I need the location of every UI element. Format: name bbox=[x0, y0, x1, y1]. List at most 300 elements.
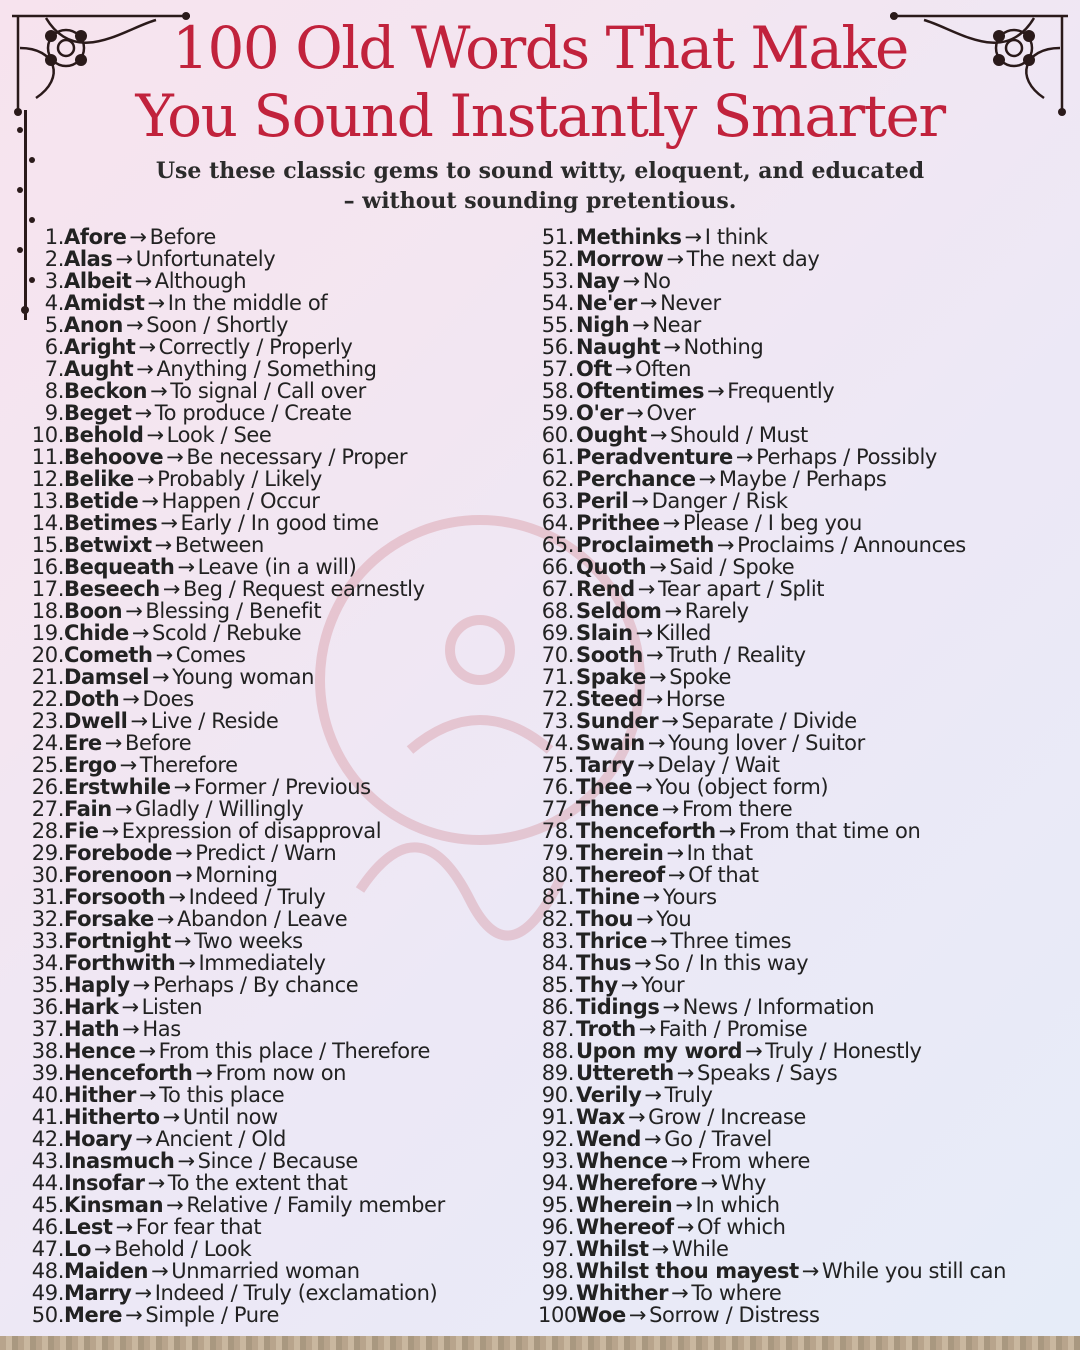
word-entry bbox=[24, 490, 534, 512]
entry-meaning: Sorrow / Distress bbox=[649, 1303, 820, 1327]
arrow-icon: → bbox=[662, 995, 680, 1019]
entry-meaning: Horse bbox=[665, 687, 726, 711]
word-entry bbox=[24, 1260, 534, 1282]
entry-meaning: No bbox=[642, 269, 671, 293]
arrow-icon: → bbox=[147, 1171, 165, 1195]
entry-word: Tarry bbox=[576, 753, 635, 777]
entry-word: Ne'er bbox=[576, 291, 637, 315]
entry-number: 87. bbox=[541, 1017, 574, 1041]
entry-number: 49. bbox=[31, 1281, 64, 1305]
entry-number: 88. bbox=[541, 1039, 574, 1063]
entry-word: Slain bbox=[576, 621, 633, 645]
word-entry bbox=[24, 930, 534, 952]
arrow-icon: → bbox=[166, 1193, 184, 1217]
entry-word: Lest bbox=[64, 1215, 113, 1239]
entry-number: 7. bbox=[44, 357, 64, 381]
entry-number: 22. bbox=[31, 687, 64, 711]
entry-word: Thee bbox=[576, 775, 633, 799]
arrow-icon: → bbox=[115, 1215, 133, 1239]
entry-number: 48. bbox=[31, 1259, 64, 1283]
entry-word: Betide bbox=[64, 489, 139, 513]
word-entry bbox=[24, 1304, 534, 1326]
entry-word: Wherein bbox=[576, 1193, 673, 1217]
word-entry bbox=[24, 644, 534, 666]
word-entry bbox=[24, 776, 534, 798]
entry-word: Betwixt bbox=[64, 533, 152, 557]
arrow-icon: → bbox=[626, 401, 644, 425]
entry-number: 25. bbox=[31, 753, 64, 777]
entry-meaning: Happen / Occur bbox=[161, 489, 320, 513]
arrow-icon: → bbox=[637, 753, 655, 777]
word-entry bbox=[538, 1150, 1074, 1172]
entry-meaning: Perhaps / By chance bbox=[152, 973, 359, 997]
entry-number: 51. bbox=[541, 225, 574, 249]
entry-meaning: Anything / Something bbox=[156, 357, 377, 381]
arrow-icon: → bbox=[162, 577, 181, 601]
entry-meaning: Beg / Request earnestly bbox=[183, 577, 425, 601]
entry-number: 18. bbox=[31, 599, 64, 623]
word-entry bbox=[24, 248, 534, 270]
entry-number: 63. bbox=[541, 489, 574, 513]
entry-meaning: To the extent that bbox=[167, 1171, 348, 1195]
entry-word: Nay bbox=[576, 269, 620, 293]
entry-meaning: Early / In good time bbox=[180, 511, 379, 535]
title-line-2: You Sound Instantly Smarter bbox=[135, 82, 945, 150]
entry-number: 85. bbox=[541, 973, 574, 997]
word-entry bbox=[24, 468, 534, 490]
entry-word: Thine bbox=[576, 885, 640, 909]
arrow-icon: → bbox=[155, 643, 173, 667]
arrow-icon: → bbox=[94, 1237, 112, 1261]
entry-word: Belike bbox=[64, 467, 134, 491]
word-entry bbox=[538, 534, 1074, 556]
word-entry bbox=[24, 380, 534, 402]
entry-number: 76. bbox=[541, 775, 574, 799]
word-entry bbox=[538, 688, 1074, 710]
word-entry bbox=[538, 1282, 1074, 1304]
entry-word: Wend bbox=[576, 1127, 642, 1151]
entry-meaning: Abandon / Leave bbox=[177, 907, 348, 931]
arrow-icon: → bbox=[622, 269, 640, 293]
entry-number: 11. bbox=[31, 445, 64, 469]
entry-number: 54. bbox=[541, 291, 574, 315]
arrow-icon: → bbox=[644, 1083, 662, 1107]
arrow-icon: → bbox=[644, 1127, 662, 1151]
entry-number: 9. bbox=[44, 401, 64, 425]
entry-word: Hence bbox=[64, 1039, 136, 1063]
entry-meaning: Never bbox=[660, 291, 721, 315]
word-list-left bbox=[24, 226, 534, 1326]
entry-number: 53. bbox=[541, 269, 574, 293]
entry-meaning: While you still can bbox=[821, 1259, 1006, 1283]
arrow-icon: → bbox=[675, 1193, 693, 1217]
arrow-icon: → bbox=[175, 863, 193, 887]
title-line-1: 100 Old Words That Make bbox=[172, 14, 908, 82]
page-title bbox=[0, 14, 1080, 150]
arrow-icon: → bbox=[661, 797, 679, 821]
entry-word: Beseech bbox=[64, 577, 160, 601]
arrow-icon: → bbox=[154, 533, 172, 557]
entry-meaning: To produce / Create bbox=[154, 401, 352, 425]
entry-number: 16. bbox=[31, 555, 64, 579]
entry-number: 1. bbox=[44, 225, 64, 249]
entry-meaning: Soon / Shortly bbox=[146, 313, 288, 337]
word-entry bbox=[538, 1018, 1074, 1040]
entry-word: Bequeath bbox=[64, 555, 175, 579]
arrow-icon: → bbox=[173, 929, 192, 953]
entry-meaning: To signal / Call over bbox=[170, 379, 366, 403]
entry-meaning: Of that bbox=[688, 863, 759, 887]
entry-word: Sunder bbox=[576, 709, 659, 733]
word-entry bbox=[538, 1304, 1074, 1326]
entry-number: 2. bbox=[44, 247, 64, 271]
entry-number: 81. bbox=[541, 885, 574, 909]
entry-meaning: Leave (in a will) bbox=[197, 555, 357, 579]
entry-number: 38. bbox=[31, 1039, 64, 1063]
entry-word: Peradventure bbox=[576, 445, 733, 469]
word-entry bbox=[538, 512, 1074, 534]
word-entry bbox=[24, 622, 534, 644]
arrow-icon: → bbox=[707, 379, 725, 403]
word-entry bbox=[538, 358, 1074, 380]
entry-word: Troth bbox=[576, 1017, 636, 1041]
entry-meaning: Therefore bbox=[139, 753, 238, 777]
entry-number: 64. bbox=[541, 511, 574, 535]
entry-number: 42. bbox=[31, 1127, 64, 1151]
entry-meaning: To where bbox=[691, 1281, 782, 1305]
arrow-icon: → bbox=[645, 687, 663, 711]
entry-number: 100. bbox=[538, 1303, 584, 1327]
word-entry bbox=[24, 798, 534, 820]
entry-meaning: Yours bbox=[662, 885, 717, 909]
entry-meaning: Why bbox=[720, 1171, 767, 1195]
arrow-icon: → bbox=[147, 291, 165, 315]
entry-meaning: Over bbox=[646, 401, 696, 425]
entry-number: 33. bbox=[31, 929, 64, 953]
entry-number: 67. bbox=[541, 577, 574, 601]
entry-word: Boon bbox=[64, 599, 123, 623]
entry-meaning: You (object form) bbox=[655, 775, 829, 799]
word-entry bbox=[538, 600, 1074, 622]
word-entry bbox=[538, 578, 1074, 600]
arrow-icon: → bbox=[138, 335, 156, 359]
entry-word: Cometh bbox=[64, 643, 153, 667]
entry-word: Haply bbox=[64, 973, 130, 997]
word-entry bbox=[24, 666, 534, 688]
entry-word: Ergo bbox=[64, 753, 117, 777]
arrow-icon: → bbox=[141, 489, 159, 513]
word-entry bbox=[24, 908, 534, 930]
entry-word: Oftentimes bbox=[576, 379, 705, 403]
arrow-icon: → bbox=[700, 1171, 718, 1195]
entry-number: 69. bbox=[541, 621, 574, 645]
arrow-icon: → bbox=[177, 555, 195, 579]
entry-word: Forenoon bbox=[64, 863, 173, 887]
entry-word: Naught bbox=[576, 335, 661, 359]
word-entry bbox=[24, 512, 534, 534]
entry-meaning: Expression of disapproval bbox=[121, 819, 382, 843]
entry-number: 50. bbox=[31, 1303, 64, 1327]
entry-meaning: Ancient / Old bbox=[155, 1127, 286, 1151]
word-entry bbox=[24, 732, 534, 754]
entry-word: Whence bbox=[576, 1149, 668, 1173]
entry-number: 59. bbox=[541, 401, 574, 425]
word-entry bbox=[538, 622, 1074, 644]
word-entry bbox=[24, 358, 534, 380]
entry-word: Whereof bbox=[576, 1215, 674, 1239]
entry-meaning: Said / Spoke bbox=[669, 555, 795, 579]
entry-number: 37. bbox=[31, 1017, 64, 1041]
entry-meaning: From now on bbox=[215, 1061, 347, 1085]
entry-meaning: Proclaims / Announces bbox=[737, 533, 966, 557]
entry-word: Henceforth bbox=[64, 1061, 193, 1085]
entry-meaning: Perhaps / Possibly bbox=[756, 445, 937, 469]
word-entry bbox=[24, 1106, 534, 1128]
entry-word: O'er bbox=[576, 401, 624, 425]
arrow-icon: → bbox=[168, 885, 186, 909]
entry-number: 23. bbox=[31, 709, 64, 733]
arrow-icon: → bbox=[138, 1039, 156, 1063]
entry-meaning: Unfortunately bbox=[135, 247, 276, 271]
entry-number: 5. bbox=[44, 313, 64, 337]
entry-meaning: Immediately bbox=[198, 951, 326, 975]
entry-word: Ere bbox=[64, 731, 102, 755]
arrow-icon: → bbox=[136, 357, 154, 381]
entry-number: 4. bbox=[44, 291, 64, 315]
entry-meaning: Tear apart / Split bbox=[658, 577, 825, 601]
word-entry bbox=[24, 974, 534, 996]
entry-word: Thus bbox=[576, 951, 632, 975]
entry-word: Marry bbox=[64, 1281, 132, 1305]
entry-word: Chide bbox=[64, 621, 129, 645]
word-entry bbox=[24, 424, 534, 446]
entry-number: 82. bbox=[541, 907, 574, 931]
entry-meaning: From that time on bbox=[738, 819, 921, 843]
entry-meaning: News / Information bbox=[682, 995, 875, 1019]
word-entry bbox=[24, 1194, 534, 1216]
entry-word: Rend bbox=[576, 577, 635, 601]
entry-meaning: From where bbox=[690, 1149, 811, 1173]
word-entry bbox=[24, 952, 534, 974]
entry-meaning: Simple / Pure bbox=[145, 1303, 279, 1327]
entry-number: 26. bbox=[31, 775, 64, 799]
entry-word: Hath bbox=[64, 1017, 120, 1041]
entry-meaning: Before bbox=[124, 731, 192, 755]
entry-number: 19. bbox=[31, 621, 64, 645]
word-entry bbox=[24, 578, 534, 600]
entry-number: 20. bbox=[31, 643, 64, 667]
entry-meaning: Predict / Warn bbox=[195, 841, 337, 865]
entry-meaning: Three times bbox=[670, 929, 792, 953]
entry-number: 47. bbox=[31, 1237, 64, 1261]
entry-number: 44. bbox=[31, 1171, 64, 1195]
entry-word: Whilst bbox=[576, 1237, 649, 1261]
entry-number: 84. bbox=[541, 951, 574, 975]
entry-word: Ought bbox=[576, 423, 647, 447]
word-entry bbox=[538, 226, 1074, 248]
entry-meaning: Listen bbox=[141, 995, 203, 1019]
word-entry bbox=[538, 468, 1074, 490]
entry-word: Morrow bbox=[576, 247, 664, 271]
arrow-icon: → bbox=[104, 731, 122, 755]
entry-number: 93. bbox=[541, 1149, 574, 1173]
entry-meaning: I think bbox=[704, 225, 768, 249]
entry-word: Thou bbox=[576, 907, 634, 931]
entry-number: 14. bbox=[31, 511, 64, 535]
arrow-icon: → bbox=[125, 1303, 143, 1327]
entry-number: 79. bbox=[541, 841, 574, 865]
entry-meaning: Behold / Look bbox=[114, 1237, 252, 1261]
entry-word: Beckon bbox=[64, 379, 148, 403]
arrow-icon: → bbox=[156, 907, 174, 931]
entry-word: Thy bbox=[576, 973, 618, 997]
entry-number: 12. bbox=[31, 467, 64, 491]
entry-meaning: Separate / Divide bbox=[681, 709, 857, 733]
entry-word: Whither bbox=[576, 1281, 669, 1305]
entry-meaning: Morning bbox=[195, 863, 278, 887]
entry-meaning: Nothing bbox=[683, 335, 764, 359]
entry-meaning: From this place / Therefore bbox=[158, 1039, 430, 1063]
entry-number: 71. bbox=[541, 665, 574, 689]
entry-word: Nigh bbox=[576, 313, 630, 337]
arrow-icon: → bbox=[661, 709, 679, 733]
entry-word: Spake bbox=[576, 665, 646, 689]
entry-meaning: Although bbox=[154, 269, 247, 293]
arrow-icon: → bbox=[698, 467, 716, 491]
entry-word: Whilst thou mayest bbox=[576, 1259, 799, 1283]
word-entry bbox=[24, 1150, 534, 1172]
entry-number: 94. bbox=[541, 1171, 574, 1195]
word-entry bbox=[24, 226, 534, 248]
entry-number: 36. bbox=[31, 995, 64, 1019]
word-entry bbox=[538, 776, 1074, 798]
arrow-icon: → bbox=[160, 511, 178, 535]
arrow-icon: → bbox=[671, 1281, 689, 1305]
word-entry bbox=[24, 446, 534, 468]
entry-meaning: To this place bbox=[159, 1083, 285, 1107]
arrow-icon: → bbox=[670, 1149, 688, 1173]
arrow-icon: → bbox=[735, 445, 754, 469]
entry-number: 35. bbox=[31, 973, 64, 997]
arrow-icon: → bbox=[195, 1061, 213, 1085]
entry-word: Upon my word bbox=[576, 1039, 743, 1063]
arrow-icon: → bbox=[637, 577, 655, 601]
entry-meaning: Delay / Wait bbox=[657, 753, 780, 777]
entry-word: Tidings bbox=[576, 995, 660, 1019]
arrow-icon: → bbox=[130, 709, 148, 733]
word-entry bbox=[538, 556, 1074, 578]
entry-word: Sooth bbox=[576, 643, 643, 667]
entry-number: 55. bbox=[541, 313, 574, 337]
word-entry bbox=[538, 666, 1074, 688]
entry-number: 96. bbox=[541, 1215, 574, 1239]
entry-number: 8. bbox=[44, 379, 64, 403]
entry-number: 15. bbox=[31, 533, 64, 557]
entry-number: 13. bbox=[31, 489, 64, 513]
arrow-icon: → bbox=[650, 929, 668, 953]
arrow-icon: → bbox=[134, 269, 152, 293]
entry-word: Hitherto bbox=[64, 1105, 160, 1129]
arrow-icon: → bbox=[718, 819, 736, 843]
arrow-icon: → bbox=[684, 225, 702, 249]
entry-meaning: Near bbox=[652, 313, 701, 337]
arrow-icon: → bbox=[125, 599, 143, 623]
entry-number: 34. bbox=[31, 951, 64, 975]
entry-word: Swain bbox=[576, 731, 645, 755]
word-entry bbox=[24, 710, 534, 732]
entry-meaning: Young woman bbox=[172, 665, 315, 689]
entry-number: 58. bbox=[541, 379, 574, 403]
word-entry bbox=[538, 842, 1074, 864]
arrow-icon: → bbox=[635, 775, 653, 799]
entry-meaning: Rarely bbox=[684, 599, 749, 623]
arrow-icon: → bbox=[676, 1061, 694, 1085]
entry-meaning: Blessing / Benefit bbox=[145, 599, 322, 623]
arrow-icon: → bbox=[129, 225, 147, 249]
entry-word: Therein bbox=[576, 841, 664, 865]
entry-meaning: Be necessary / Proper bbox=[186, 445, 408, 469]
entry-word: Prithee bbox=[576, 511, 660, 535]
entry-meaning: Speaks / Says bbox=[696, 1061, 838, 1085]
word-entry bbox=[538, 336, 1074, 358]
entry-number: 62. bbox=[541, 467, 574, 491]
arrow-icon: → bbox=[645, 643, 664, 667]
word-entry bbox=[538, 1194, 1074, 1216]
arrow-icon: → bbox=[639, 291, 658, 315]
entry-number: 43. bbox=[31, 1149, 64, 1173]
entry-number: 57. bbox=[541, 357, 574, 381]
entry-word: Fie bbox=[64, 819, 99, 843]
entry-word: Hoary bbox=[64, 1127, 133, 1151]
entry-number: 61. bbox=[541, 445, 574, 469]
entry-word: Lo bbox=[64, 1237, 92, 1261]
entry-word: Betimes bbox=[64, 511, 158, 535]
word-entry bbox=[538, 1216, 1074, 1238]
word-entry bbox=[538, 490, 1074, 512]
entry-meaning: Grow / Increase bbox=[648, 1105, 806, 1129]
entry-meaning: The next day bbox=[686, 247, 820, 271]
entry-number: 60. bbox=[541, 423, 574, 447]
entry-meaning: You bbox=[656, 907, 692, 931]
arrow-icon: → bbox=[666, 247, 684, 271]
entry-number: 77. bbox=[541, 797, 574, 821]
arrow-icon: → bbox=[648, 665, 667, 689]
entry-meaning: Two weeks bbox=[194, 929, 303, 953]
entry-word: Forsooth bbox=[64, 885, 166, 909]
entry-word: Oft bbox=[576, 357, 612, 381]
entry-word: Behold bbox=[64, 423, 144, 447]
arrow-icon: → bbox=[132, 973, 150, 997]
entry-number: 86. bbox=[541, 995, 574, 1019]
word-entry bbox=[24, 600, 534, 622]
entry-word: Amidst bbox=[64, 291, 145, 315]
arrow-icon: → bbox=[614, 357, 633, 381]
entry-word: Thereof bbox=[576, 863, 665, 887]
entry-number: 46. bbox=[31, 1215, 64, 1239]
entry-meaning: Go / Travel bbox=[664, 1127, 772, 1151]
entry-meaning: Live / Reside bbox=[150, 709, 279, 733]
word-entry bbox=[538, 732, 1074, 754]
entry-word: Inasmuch bbox=[64, 1149, 175, 1173]
word-entry bbox=[24, 292, 534, 314]
word-entry bbox=[24, 1128, 534, 1150]
entry-meaning: Indeed / Truly (exclamation) bbox=[154, 1281, 438, 1305]
entry-word: Forsake bbox=[64, 907, 154, 931]
word-entry bbox=[538, 1238, 1074, 1260]
arrow-icon: → bbox=[638, 1017, 656, 1041]
arrow-icon: → bbox=[676, 1215, 694, 1239]
entry-number: 80. bbox=[541, 863, 574, 887]
